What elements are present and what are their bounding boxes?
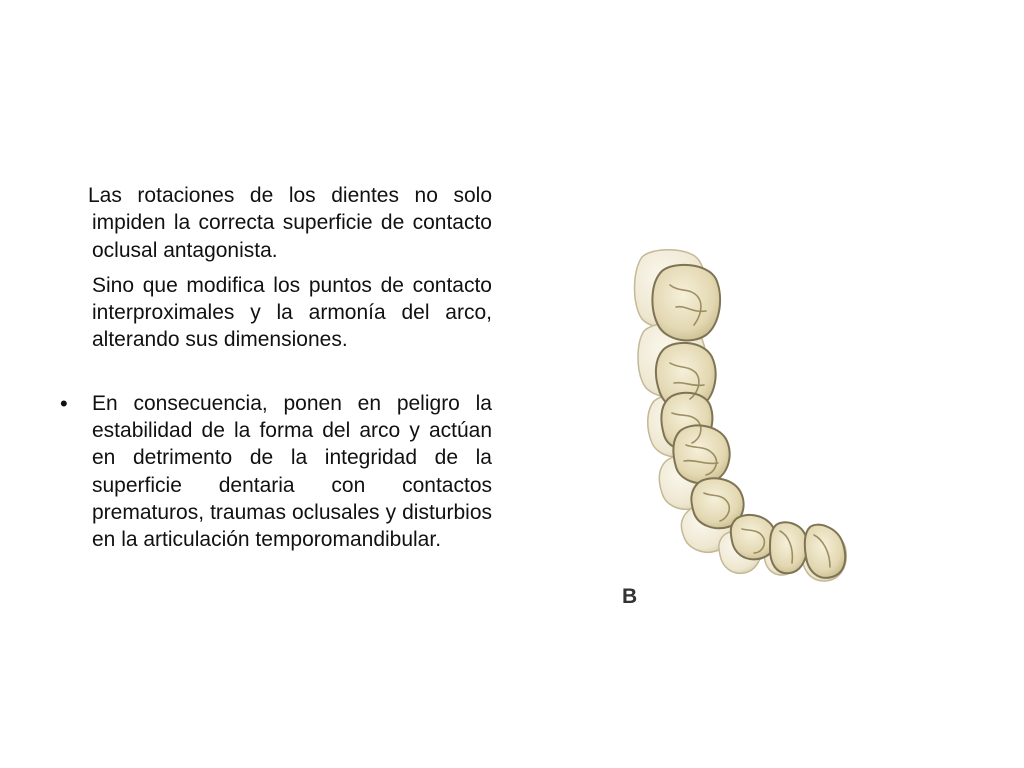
paragraph-consequences: En consecuencia, ponen en peligro la estabilidad de la forma del arco y actúan en detrimento de la integridad de la superficie dentaria con contactos prematuros, traumas oclusales y disturbios en la articulación temporomandibular.: [92, 391, 492, 552]
tooth-4: [673, 425, 729, 483]
paragraph-contacts: Sino que modifica los puntos de contacto interproximales y la armonía del arco, alterando sus dimensiones.: [92, 273, 492, 352]
dental-arch-illustration: [600, 235, 880, 620]
tooth-8: [805, 525, 845, 578]
bullet-item-consequences: [60, 390, 492, 554]
tooth-1: [652, 265, 720, 341]
paragraph-rotations: Las rotaciones de los dientes no solo impiden la correcta superficie de contacto oclusal antagonista.: [88, 184, 492, 262]
figure-label: B: [622, 585, 638, 608]
bullet-icon: •: [60, 390, 68, 416]
dental-arch-figure: [600, 235, 880, 620]
text-body: [60, 182, 492, 554]
tooth-7: [770, 522, 807, 573]
